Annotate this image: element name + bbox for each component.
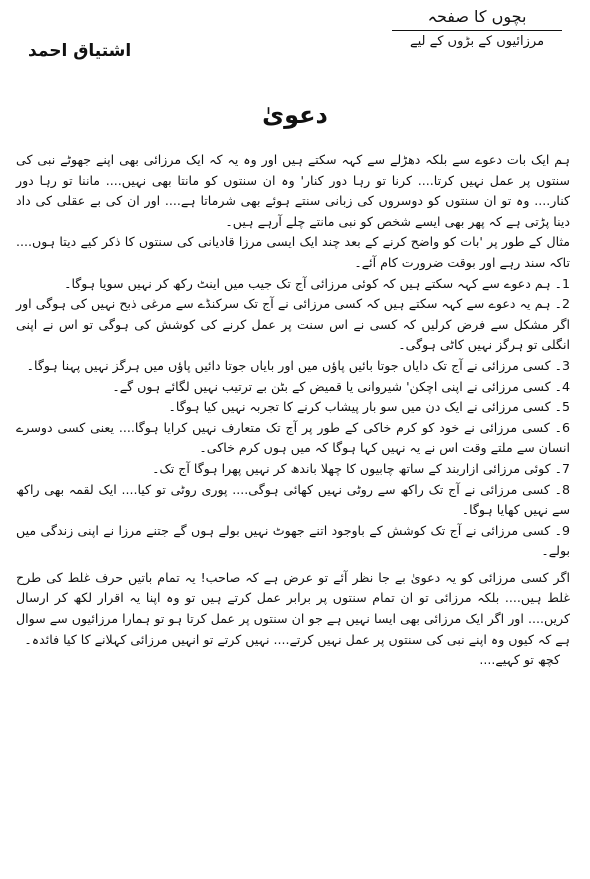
- section-title: بچوں کا صفحہ: [427, 7, 527, 26]
- section-subtitle: مرزائیوں کے بڑوں کے لیے: [392, 30, 562, 51]
- article-body: [16, 150, 570, 671]
- point-3: 3۔ کسی مرزائی نے آج تک دایاں جوتا بائیں پاؤں میں اور بایاں جوتا دائیں پاؤں میں ہرگز نہیں پہنا ہوگا۔: [26, 357, 570, 373]
- point-2: 2۔ ہم یہ دعوے سے کہہ سکتے ہیں کہ کسی مرزائی نے آج تک سرکنڈے سے مرغی ذبح نہیں کی ہوگی اور اگر مشکل سے فرض کرلیں کہ کسی نے اس سنت پر عمل کرنے کی کوشش کی ہوگی تو اس نے اپنی انگلی تو ہرگز نہیں کاٹی ہوگی۔: [16, 296, 570, 353]
- point-7: 7۔ کوئی مرزائی ازاربند کے ساتھ چابیوں کا چھلا باندھ کر نہیں پھرا ہوگا آج تک۔: [152, 460, 570, 476]
- point-5: 5۔ کسی مرزائی نے ایک دن میں سو بار پیشاب کرنے کا تجربہ نہیں کیا ہوگا۔: [168, 399, 570, 415]
- intro-paragraph: ہم ایک بات دعوے سے بلکہ دھڑلے سے کہہ سکتے ہیں اور وہ یہ کہ ایک مرزائی بھی اپنے جھوٹے نبی کی سنتوں پر عمل نہیں کرتا.... کرنا تو رہا دور کنار' وہ ان سنتوں کو مانتا بھی نہیں.... ماننا تو رہا دور کنار.... وہ تو ان سنتوں کو دوسروں کی زبانی سنتے ہوئے بھی شرماتا ہے.... اور ان کی بے عقلی کی داد دینا پڑتی ہے کہ پھر بھی ایسے شخص کو نبی مانتے چلے آرہے ہیں۔: [16, 152, 570, 229]
- sign-off: کچھ تو کہیے....: [479, 652, 560, 668]
- point-4: 4۔ کسی مرزائی نے اپنی اچکن' شیروانی یا قمیض کے بٹن بے ترتیب نہیں لگائے ہوں گے۔: [112, 378, 570, 394]
- point-9: 9۔ کسی مرزائی نے آج تک کوشش کے باوجود اتنے جھوٹ نہیں بولے ہوں گے جتنے مرزا نے اپنی زندگی میں بولے۔: [16, 522, 570, 559]
- author-name: اشتیاق احمد: [28, 41, 132, 61]
- example-intro-paragraph: مثال کے طور پر 'بات کو واضح کرنے کے بعد چند ایک ایسی مرزا قادیانی کی سنتوں کا ذکر کیے دیتا ہوں.... تاکہ سند رہے اور بوقت ضرورت کام آئے۔: [16, 234, 570, 270]
- article-title: دعویٰ: [262, 101, 328, 129]
- point-8: 8۔ کسی مرزائی نے آج تک راکھ سے روٹی نہیں کھائی ہوگی.... پوری روٹی تو کیا.... ایک لقمہ بھی راکھ سے نہیں کھایا ہوگا۔: [16, 481, 570, 518]
- closing-paragraph: اگر کسی مرزائی کو یہ دعویٰ بے جا نظر آئے تو عرض ہے کہ صاحب! یہ تمام باتیں حرف غلط کی طرح غلط ہیں.... بلکہ مرزائی تو ان تمام سنتوں پر برابر عمل کرتے ہیں تو وہ اپنا یہ اقرار لکھ کر ارسال کریں.... اور اگر ایک مرزائی بھی ایسا نہیں ہے جو ان سنتوں پر عمل کرتا ہو تو ہمارا مرزائیوں سے سوال ہے کہ کیوں وہ اپنے نبی کی سنتوں پر عمل نہیں کرتے.... نہیں کرتے تو انہیں مرزائی کہلانے کا کیا فائدہ۔: [16, 569, 570, 647]
- point-1: 1۔ ہم دعوے سے کہہ سکتے ہیں کہ کوئی مرزائی آج تک جیب میں اینٹ رکھ کر نہیں سویا ہوگا۔: [64, 275, 570, 291]
- point-6: 6۔ کسی مرزائی نے خود کو کرم خاکی کے طور پر آج تک متعارف نہیں کرایا ہوگا.... یعنی کسی دوسرے انسان سے ملتے وقت اس نے یہ نہیں کہا ہوگا کہ میں ہوں کرم خاکی۔: [16, 419, 570, 456]
- section-header: [392, 6, 562, 51]
